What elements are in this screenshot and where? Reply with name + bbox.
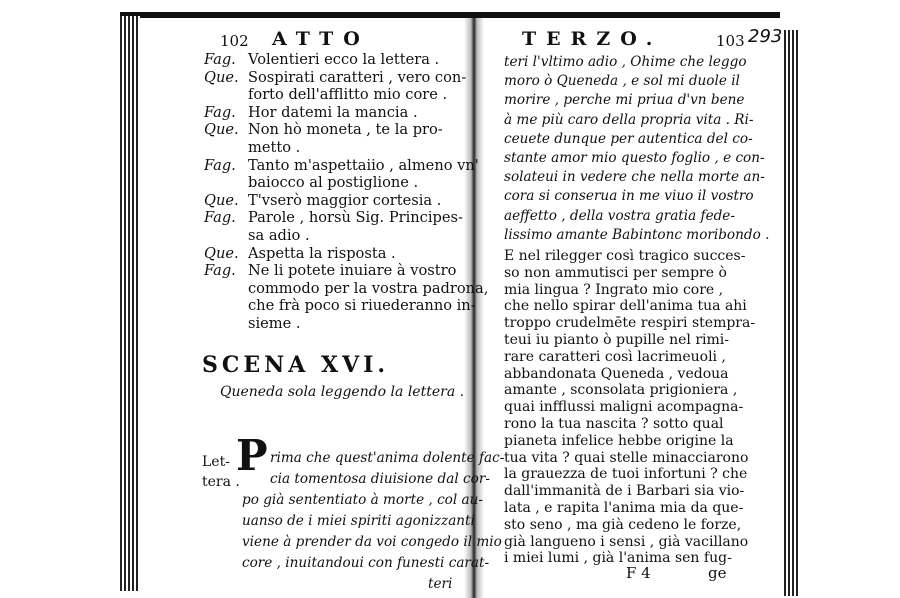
letter-line: rima che quest'anima dolente fac- bbox=[270, 450, 505, 466]
letter-line: po già sententiato à morte , col au- bbox=[242, 492, 483, 508]
right-page bbox=[486, 24, 782, 594]
text-line: la grauezza de tuoi infortuni ? che bbox=[504, 466, 748, 483]
text-line: rono la tua nascita ? sotto qual bbox=[504, 416, 724, 432]
text-line: teui iu pianto ò pupille nel rimi- bbox=[504, 332, 729, 348]
speaker-label: Fag. bbox=[204, 262, 236, 280]
dialogue-text: metto . bbox=[248, 139, 301, 156]
letter-line: cora si conserua in me viuo il vostro bbox=[504, 188, 754, 205]
catchword: ge bbox=[708, 564, 727, 582]
manuscript-folio-note: 293 bbox=[748, 26, 783, 47]
signature-mark: F 4 bbox=[626, 564, 651, 582]
speaker-label: Fag. bbox=[204, 51, 236, 68]
text-line: quai infflussi maligni acompagna- bbox=[504, 399, 744, 416]
letter-line: stante amor mio questo foglio , e con- bbox=[504, 150, 765, 166]
letter-line: à me più caro della propria vita . Ri- bbox=[504, 111, 754, 128]
letter-line: aeffetto , della vostra gratia fede- bbox=[504, 207, 735, 224]
dialogue-text: Ne li potete inuiare à vostro bbox=[248, 262, 457, 280]
dialogue-text: Volentieri ecco la lettera . bbox=[248, 51, 440, 68]
speaker-label: Que. bbox=[204, 68, 239, 86]
dialogue-text: commodo per la vostra padrona, bbox=[248, 279, 489, 297]
speaker-label: Que. bbox=[204, 121, 239, 139]
speaker-label: Fag. bbox=[204, 156, 236, 174]
letter-line: lissimo amante Babintonc moribondo . bbox=[504, 226, 770, 243]
dialogue-text: Non hò moneta , te la pro- bbox=[248, 121, 443, 139]
left-page bbox=[148, 24, 505, 594]
page-edge-left bbox=[120, 16, 140, 591]
letter-line: morire , perche mi priua d'vn bene bbox=[504, 92, 745, 109]
text-line: mia lingua ? Ingrato mio core , bbox=[504, 281, 724, 298]
dialogue-text: Sospirati caratteri , vero con- bbox=[248, 68, 467, 86]
text-line: pianeta infelice hebbe origine la bbox=[504, 432, 734, 449]
dialogue-text: forto dell'afflitto mio core . bbox=[248, 86, 448, 104]
text-line: già langueno i sensi , già vacillano bbox=[504, 533, 749, 550]
dialogue-text: Hor datemi la mancia . bbox=[248, 103, 418, 121]
text-line: dall'immanità de i Barbari sia vio- bbox=[504, 483, 745, 500]
letter-line: teri bbox=[428, 576, 453, 592]
dialogue-text: T'vserò maggior cortesia . bbox=[248, 191, 442, 209]
text-line: i miei lumi , già l'anima sen fug- bbox=[504, 550, 732, 567]
letter-line: core , inuitandoui con funesti carat- bbox=[242, 555, 490, 571]
text-line: troppo crudelmēte respiri stempra- bbox=[504, 315, 756, 332]
letter-line: moro ò Queneda , e sol mi duole il bbox=[504, 73, 740, 90]
dialogue-text: sieme . bbox=[248, 315, 301, 332]
running-head-right bbox=[486, 24, 782, 50]
dialogue-text: sa adio . bbox=[248, 227, 310, 244]
dialogue-text: Parole , horsù Sig. Principes- bbox=[248, 209, 463, 227]
text-line: lata , e rapita l'anima mia da que- bbox=[504, 500, 744, 516]
letter-line: teri l'vltimo adio , Ohime che leggo bbox=[504, 54, 747, 70]
speaker-label: Que. bbox=[204, 191, 239, 209]
dialogue-text: baiocco al postiglione . bbox=[248, 174, 419, 192]
dialogue-text: Tanto m'aspettaiio , almeno vn' bbox=[248, 156, 479, 174]
speaker-label: Que. bbox=[204, 244, 239, 262]
text-line: che nello spirar dell'anima tua ahi bbox=[504, 298, 747, 315]
scene-title: SCENA XVI. bbox=[202, 352, 390, 378]
dialogue-text: che frà poco si riuederanno in- bbox=[248, 297, 476, 315]
text-line: sto seno , ma già cedeno le forze, bbox=[504, 516, 742, 533]
running-head-left bbox=[148, 24, 464, 50]
text-line: rare caratteri così lacrimeuoli , bbox=[504, 348, 726, 365]
page-number: 102 bbox=[220, 32, 249, 50]
scene-subtitle: Queneda sola leggendo la lettera . bbox=[220, 384, 465, 400]
text-line: so non ammutisci per sempre ò bbox=[504, 264, 727, 281]
letter-line: ceuete dunque per autentica del co- bbox=[504, 130, 753, 147]
letter-line: cia tomentosa diuisione dal cor- bbox=[270, 471, 490, 487]
margin-label-2: tera . bbox=[202, 474, 240, 490]
letter-line: viene à prender da voi congedo il mio bbox=[242, 534, 502, 550]
letter-line: uanso de i miei spiriti agonizzanti bbox=[242, 513, 475, 529]
text-line: amante , sconsolata prigioniera , bbox=[504, 382, 738, 399]
running-head-title: ATTO bbox=[272, 28, 370, 50]
letter-line: solateui in vedere che nella morte an- bbox=[504, 169, 765, 186]
page-number: 103 bbox=[716, 32, 745, 50]
text-line: tua vita ? quai stelle minacciarono bbox=[504, 449, 749, 466]
running-head-title: TERZO. bbox=[522, 28, 663, 50]
drop-cap: P bbox=[236, 431, 268, 480]
text-line: abbandonata Queneda , vedoua bbox=[504, 365, 729, 382]
speaker-label: Fag. bbox=[204, 209, 236, 227]
speaker-label: Fag. bbox=[204, 103, 236, 121]
text-line: E nel rilegger così tragico succes- bbox=[504, 248, 746, 264]
margin-label-1: Let- bbox=[202, 454, 230, 470]
page-edge-top bbox=[120, 12, 780, 18]
dialogue-text: Aspetta la risposta . bbox=[248, 244, 396, 262]
dialogue-line bbox=[204, 314, 301, 334]
page-edge-right bbox=[782, 30, 800, 596]
